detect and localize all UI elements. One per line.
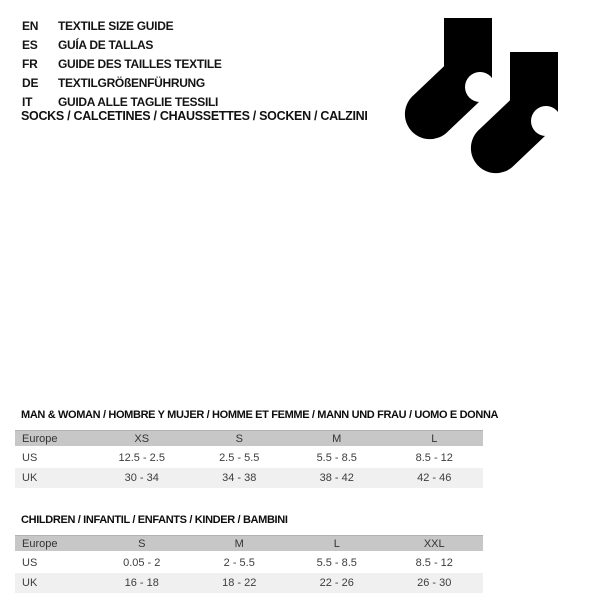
- size-table-section-children: [15, 513, 483, 593]
- language-title: TEXTILE SIZE GUIDE: [58, 18, 174, 33]
- language-list: [22, 16, 222, 111]
- size-cell: 5.5 - 8.5: [316, 452, 357, 464]
- column-header-size: XS: [93, 431, 191, 448]
- column-header-region: Europe: [15, 536, 93, 553]
- size-cell: 12.5 - 2.5: [118, 452, 165, 464]
- size-cell: 18 - 22: [222, 577, 257, 589]
- size-table-section-adults: [15, 408, 499, 488]
- size-cell: 0.05 - 2: [123, 557, 161, 569]
- column-header-size: XXL: [386, 536, 484, 553]
- language-title: GUIDE DES TAILLES TEXTILE: [58, 56, 222, 71]
- column-header-size: M: [191, 536, 289, 553]
- row-label: US: [22, 452, 38, 464]
- row-label: US: [22, 557, 38, 569]
- language-title: GUIDA ALLE TAGLIE TESSILI: [58, 94, 219, 109]
- size-cell: 42 - 46: [417, 472, 452, 484]
- language-code: EN: [22, 18, 39, 33]
- table-title-children: CHILDREN / INFANTIL / ENFANTS / KINDER / BAMBINI: [21, 514, 288, 526]
- language-title: TEXTILGRÖßENFÜHRUNG: [58, 75, 205, 90]
- size-table-children: [15, 535, 483, 593]
- column-header-size: S: [93, 536, 191, 553]
- language-row-en: [22, 16, 222, 35]
- language-code: DE: [22, 75, 39, 90]
- size-cell: 8.5 - 12: [415, 452, 453, 464]
- row-label: UK: [22, 577, 38, 589]
- table-title-adults: MAN & WOMAN / HOMBRE Y MUJER / HOMME ET FEMME / MANN UND FRAU / UOMO E DONNA: [21, 409, 499, 421]
- size-cell: 16 - 18: [124, 577, 159, 589]
- size-cell: 2 - 5.5: [223, 557, 255, 569]
- size-table-adults: [15, 430, 483, 488]
- language-row-de: [22, 73, 222, 92]
- category-line: SOCKS / CALCETINES / CHAUSSETTES / SOCKEN / CALZINI: [21, 109, 368, 123]
- language-row-es: [22, 35, 222, 54]
- language-code: IT: [22, 94, 33, 109]
- size-cell: 8.5 - 12: [415, 557, 453, 569]
- column-header-size: S: [191, 431, 289, 448]
- table-row-uk: [15, 468, 483, 488]
- table-header-row: [15, 431, 483, 448]
- row-label: UK: [22, 472, 38, 484]
- table-row-us: [15, 447, 483, 468]
- table-row-us: [15, 552, 483, 573]
- table-header-row: [15, 536, 483, 553]
- language-code: ES: [22, 37, 38, 52]
- size-cell: 2.5 - 5.5: [219, 452, 260, 464]
- language-title: GUÍA DE TALLAS: [58, 37, 154, 52]
- column-header-size: L: [288, 536, 386, 553]
- size-cell: 34 - 38: [222, 472, 257, 484]
- size-cell: 5.5 - 8.5: [316, 557, 357, 569]
- language-code: FR: [22, 56, 38, 71]
- column-header-size: M: [288, 431, 386, 448]
- column-header-size: L: [386, 431, 484, 448]
- socks-icon: [395, 5, 570, 180]
- size-cell: 22 - 26: [319, 577, 354, 589]
- language-row-fr: [22, 54, 222, 73]
- table-row-uk: [15, 573, 483, 593]
- column-header-region: Europe: [15, 431, 93, 448]
- size-cell: 26 - 30: [417, 577, 452, 589]
- size-cell: 30 - 34: [124, 472, 159, 484]
- size-cell: 38 - 42: [319, 472, 354, 484]
